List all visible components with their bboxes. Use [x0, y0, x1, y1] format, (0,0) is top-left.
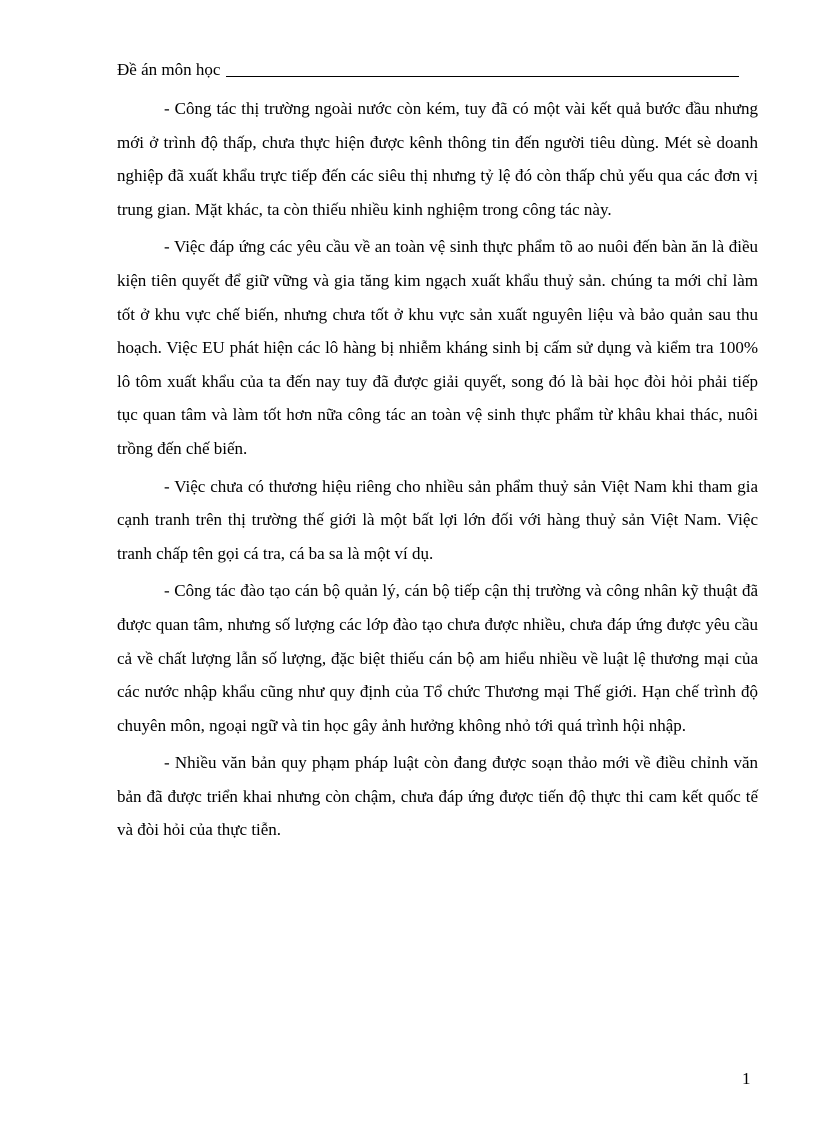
- document-body: [117, 92, 758, 851]
- page-number: 1: [742, 1069, 751, 1088]
- paragraph-branding: - Việc chưa có thương hiệu riêng cho nhiều sản phẩm thuỷ sản Việt Nam khi tham gia cạnh tranh trên thị trường thế giới là một bất lợi lớn đối với hàng thuỷ sản Việt Nam. Việc tranh chấp tên gọi cá tra, cá ba sa là một ví dụ.: [117, 476, 758, 563]
- paragraph-foreign-market: - Công tác thị trường ngoài nước còn kém, tuy đã có một vài kết quả bước đầu nhưng mới ở trình độ thấp, chưa thực hiện được kênh thông tin đến người tiêu dùng. Mét sè doanh nghiệp đã xuất khẩu trực tiếp đến các siêu thị nhưng tỷ lệ đó còn thấp chủ yếu qua các đơn vị trung gian. Mặt khác, ta còn thiếu nhiều kinh nghiệm trong công tác này.: [117, 99, 758, 219]
- page-header: [117, 56, 739, 80]
- header-title: Đề án môn học: [117, 60, 221, 79]
- header-rule: [226, 76, 739, 77]
- paragraph-food-safety: - Việc đáp ứng các yêu cầu về an toàn vệ sinh thực phẩm tõ ao nuôi đến bàn ăn là điều kiện tiên quyết để giữ vững và gia tăng kim ngạch xuất khẩu thuỷ sản. chúng ta mới chỉ làm tốt ở khu vực chế biến, nhưng chưa tốt ở khu vực sản xuất nguyên liệu và bảo quản sau thu hoạch. Việc EU phát hiện các lô hàng bị nhiễm kháng sinh bị cấm sử dụng và kiểm tra 100% lô tôm xuất khẩu của ta đến nay tuy đã được giải quyết, song đó là bài học đòi hỏi phải tiếp tục quan tâm và làm tốt hơn nữa công tác an toàn vệ sinh thực phẩm từ khâu khai thác, nuôi trồng đến chế biến.: [117, 237, 758, 458]
- paragraph-legal-documents: - Nhiều văn bản quy phạm pháp luật còn đang được soạn thảo mới về điều chỉnh văn bản đã được triển khai nhưng còn chậm, chưa đáp ứng được tiến độ thực thi cam kết quốc tế và đòi hỏi của thực tiễn.: [117, 753, 758, 840]
- paragraph-training: - Công tác đào tạo cán bộ quản lý, cán bộ tiếp cận thị trường và công nhân kỹ thuật đã được quan tâm, nhưng số lượng các lớp đào tạo chưa được nhiều, chưa đáp ứng được yêu cầu cả về chất lượng lẫn số lượng, đặc biệt thiếu cán bộ am hiểu nhiều về luật lệ thương mại của các nước nhập khẩu cũng như quy định của Tổ chức Thương mại Thế giới. Hạn chế trình độ chuyên môn, ngoại ngữ và tin học gây ảnh hưởng không nhỏ tới quá trình hội nhập.: [117, 581, 758, 735]
